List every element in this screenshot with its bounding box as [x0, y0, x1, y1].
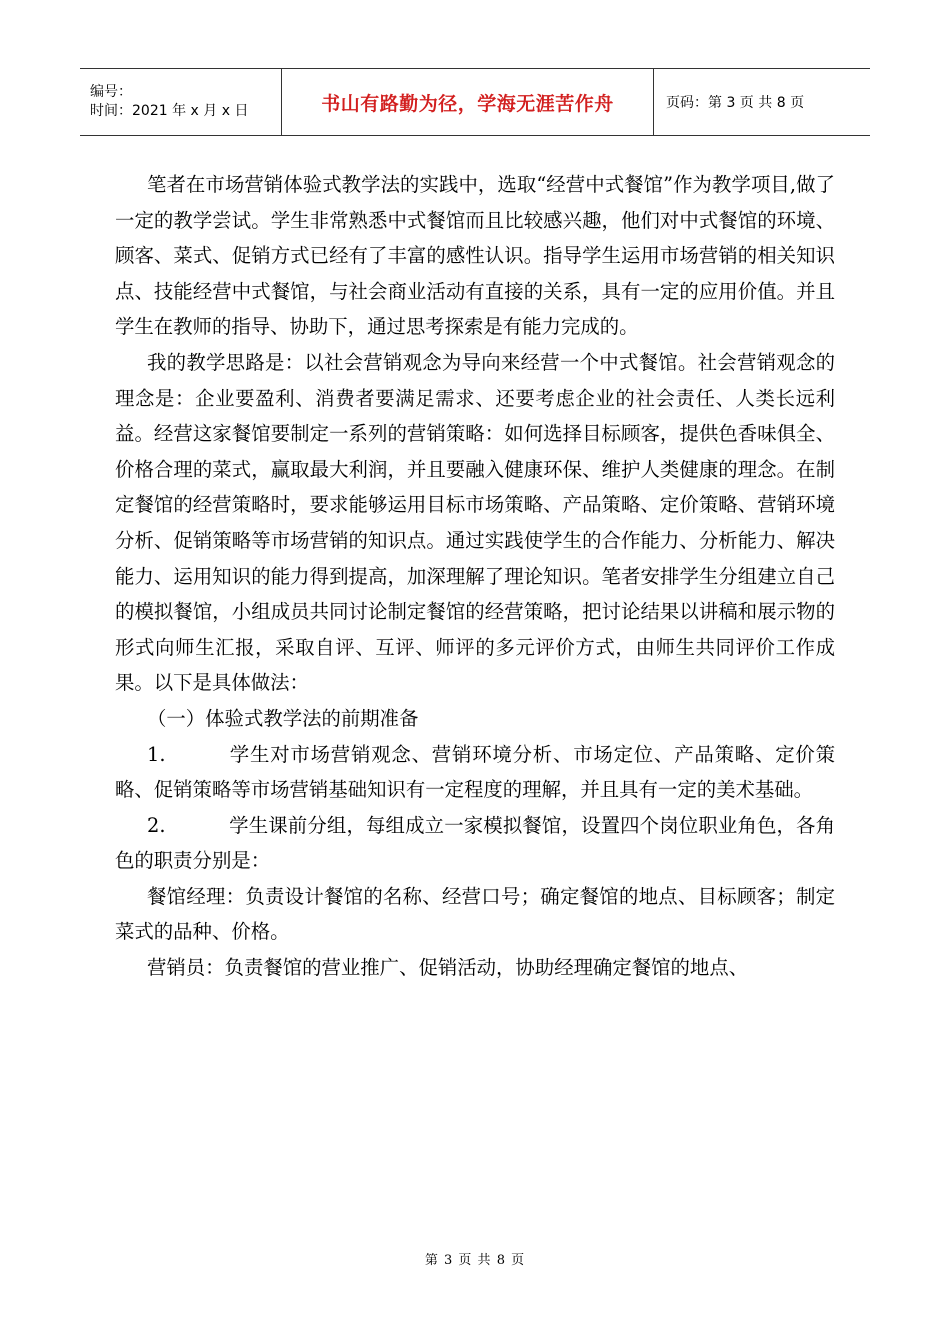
page-footer: 第 3 页 共 8 页: [424, 1253, 526, 1268]
document-date-label: 时间：2021 年 x 月 x 日: [90, 103, 249, 119]
paragraph-intro: 笔者在市场营销体验式教学法的实践中，选取“经营中式餐馆”作为教学项目,做了一定的教学尝试。学生非常熟悉中式餐馆而且比较感兴趣，他们对中式餐馆的环境、顾客、菜式、促销方式已经有了丰富的感性认识。指导学生运用市场营销的相关知识点、技能经营中式餐馆，与社会商业活动有直接的关系，具有一定的应用价值。并且学生在教师的指导、协助下，通过思考探索是有能力完成的。: [115, 173, 835, 339]
list-item-1-text: 学生对市场营销观念、营销环境分析、市场定位、产品策略、定价策略、促销策略等市场营销基础知识有一定程度的理解，并且具有一定的美术基础。: [115, 742, 835, 802]
list-item-2-text: 学生课前分组，每组成立一家模拟餐馆，设置四个岗位职业角色，各角色的职责分别是：: [115, 813, 835, 873]
section-heading: （一）体验式教学法的前期准备: [147, 706, 419, 730]
header-page-info: 页码：第 3 页 共 8 页: [666, 95, 805, 111]
paragraph-teaching-idea: 我的教学思路是：以社会营销观念为导向来经营一个中式餐馆。社会营销观念的理念是：企业要盈利、消费者要满足需求、还要考虑企业的社会责任、人类长远利益。经营这家餐馆要制定一系列的营销策略：如何选择目标顾客，提供色香味俱全、价格合理的菜式，赢取最大利润，并且要融入健康环保、维护人类健康的理念。在制定餐馆的经营策略时，要求能够运用目标市场策略、产品策略、定价策略、营销环境分析、促销策略等市场营销的知识点。通过实践使学生的合作能力、分析能力、解决能力、运用知识的能力得到提高，加深理解了理论知识。笔者安排学生分组建立自己的模拟餐馆，小组成员共同讨论制定餐馆的经营策略，把讨论结果以讲稿和展示物的形式向师生汇报，采取自评、互评、师评的多元评价方式，由师生共同评价工作成果。以下是具体做法：: [115, 350, 835, 695]
header-meta: [80, 69, 282, 135]
list-item-1: [115, 737, 835, 808]
list-item-2-number: 2.: [147, 813, 166, 837]
list-item-1-number: 1.: [147, 742, 166, 766]
list-item-2: [115, 808, 835, 879]
page-header: [80, 68, 870, 136]
paragraph-sales-role: 营销员：负责餐馆的营业推广、促销活动，协助经理确定餐馆的地点、: [147, 956, 749, 980]
header-motto: 书山有路勤为径，学海无涯苦作舟: [282, 69, 654, 135]
document-number-label: 编号：: [90, 84, 132, 100]
document-body: [115, 167, 835, 986]
paragraph-manager-role: 餐馆经理：负责设计餐馆的名称、经营口号；确定餐馆的地点、目标顾客；制定菜式的品种、价格。: [115, 884, 835, 944]
